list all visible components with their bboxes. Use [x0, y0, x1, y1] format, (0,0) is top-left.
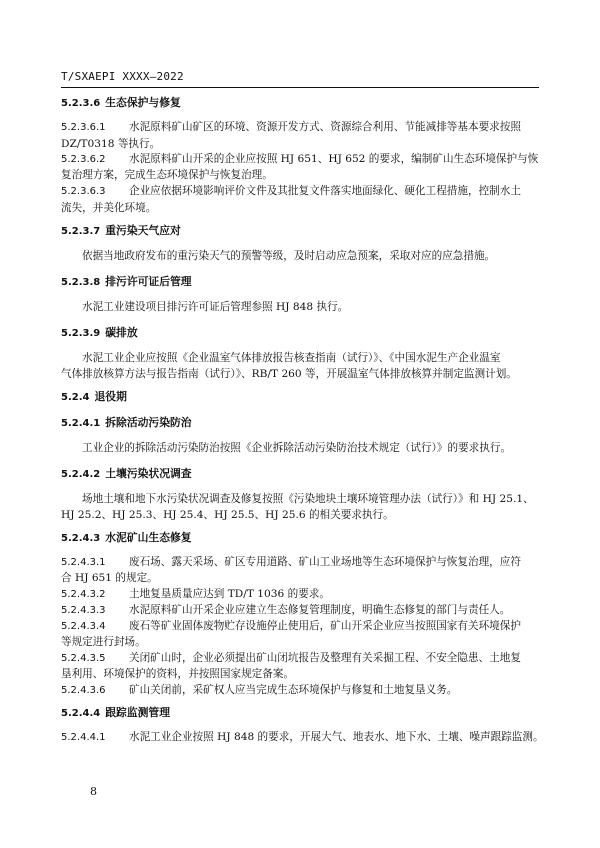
clause-number: 5.2.3.6.3: [61, 186, 106, 197]
section-number: 5.2.3.8: [61, 277, 101, 288]
section-number: 5.2.4.3: [61, 533, 101, 544]
section-title: 水泥矿山生态修复: [105, 531, 192, 544]
clause-text: 水泥工业企业按照 HJ 848 的要求，开展大气、地表水、地下水、土壤、噪声跟踪监测。: [129, 731, 544, 743]
clause-text: 关闭矿山时，企业必须提出矿山闭坑报告及整理有关采掘工程、不安全隐患、土地复: [129, 652, 521, 664]
section-number: 5.2.4: [61, 392, 90, 403]
continuation-line: 流失，并美化环境。: [61, 202, 157, 214]
clause-text: 土地复垦质量应达到 TD/T 1036 的要求。: [129, 588, 330, 600]
section-number: 5.2.3.7: [61, 226, 101, 237]
section-number: 5.2.4.2: [61, 469, 101, 480]
clause-number: 5.2.4.3.6: [61, 685, 106, 696]
page-number: 8: [90, 785, 97, 798]
section-heading: [61, 412, 539, 434]
section-heading: [61, 527, 539, 549]
section-number: 5.2.3.6: [61, 98, 101, 109]
section-title: 退役期: [94, 390, 127, 403]
clause-text: 企业应依据环境影响评价文件及其批复文件落实地面绿化、硬化工程措施，控制水土: [129, 185, 521, 197]
clause-number: 5.2.4.3.4: [61, 621, 106, 632]
section-heading: [61, 271, 539, 293]
continuation-line: DZ/T0318 等执行。: [61, 138, 161, 150]
continuation-line: 气体排放核算方法与报告指南（试行）》、RB/T 260 等，开展温室气体排放核算并制定监测计划。: [61, 368, 517, 380]
continuation-line: 合 HJ 651 的规定。: [61, 572, 158, 584]
paragraph-line: 水泥工业企业应按照《企业温室气体排放报告核查指南（试行）》、《中国水泥生产企业温室: [82, 352, 501, 364]
clause-text: 水泥原料矿山开采企业应建立生态修复管理制度，明确生态修复的部门与责任人。: [129, 604, 511, 616]
paragraph-line: 场地土壤和地下水污染状况调查及修复按照《污染地块土壤环境管理办法（试行）》和 HJ 25.1、: [82, 493, 534, 505]
section-title: 碳排放: [105, 326, 138, 339]
standard-code-header: T/SXAEPI XXXX—2022: [61, 70, 184, 83]
section-heading: [61, 322, 539, 344]
clause-number: 5.2.4.4.1: [61, 732, 106, 743]
clause-text: 水泥原料矿山开采的企业应按照 HJ 651、HJ 652 的要求，编制矿山生态环境保护与恢: [129, 153, 539, 165]
paragraph-line: 水泥工业建设项目排污许可证后管理参照 HJ 848 执行。: [82, 301, 349, 313]
section-title: 拆除活动污染防治: [105, 416, 192, 429]
section-number: 5.2.4.4: [61, 708, 101, 719]
section-number: 5.2.3.9: [61, 328, 101, 339]
continuation-line: HJ 25.2、HJ 25.3、HJ 25.4、HJ 25.5、HJ 25.6 的相关要求执行。: [61, 509, 394, 521]
clause-number: 5.2.3.6.2: [61, 154, 106, 165]
continuation-line: 等规定进行封场。: [61, 636, 146, 648]
section-title: 跟踪监测管理: [105, 706, 171, 719]
section-title: 排污许可证后管理: [105, 275, 192, 288]
section-title: 生态保护与修复: [105, 96, 181, 109]
clause-number: 5.2.4.3.5: [61, 653, 106, 664]
clause-number: 5.2.4.3.1: [61, 557, 106, 568]
section-title: 重污染天气应对: [105, 224, 181, 237]
section-heading: [61, 220, 539, 242]
clause-number: 5.2.4.3.3: [61, 605, 106, 616]
paragraph-line: 工业企业的拆除活动污染防治按照《企业拆除活动污染防治技术规定（试行）》的要求执行。: [82, 442, 512, 454]
clause-number: 5.2.3.6.1: [61, 122, 106, 133]
section-title: 土壤污染状况调查: [105, 467, 192, 480]
clause-text: 废石场、露天采场、矿区专用道路、矿山工业场地等生态环境保护与恢复治理，应符: [129, 556, 521, 568]
clause-text: 水泥原料矿山矿区的环境、资源开发方式、资源综合利用、节能减排等基本要求按照: [129, 121, 521, 133]
header-rule: [61, 87, 539, 88]
section-heading: [61, 463, 539, 485]
clause-text: 矿山关闭前，采矿权人应当完成生态环境保护与修复和土地复垦义务。: [129, 684, 458, 696]
clause-item: [61, 680, 539, 701]
clause-item: [61, 727, 544, 748]
clause-text: 废石等矿业固体废物贮存设施停止使用后，矿山开采企业应当按照国家有关环境保护: [129, 620, 521, 632]
paragraph-line: 依据当地政府发布的重污染天气的预警等级，及时启动应急预案，采取对应的应急措施。: [82, 250, 496, 262]
continuation-line: 垦利用、环境保护的资料，并按照国家规定备案。: [61, 668, 295, 680]
clause-number: 5.2.4.3.2: [61, 589, 106, 600]
section-heading: [61, 386, 539, 408]
section-heading: [61, 702, 539, 724]
section-heading: [61, 92, 539, 114]
section-number: 5.2.4.1: [61, 418, 101, 429]
continuation-line: 复治理方案，完成生态环境保护与恢复治理。: [61, 169, 273, 181]
